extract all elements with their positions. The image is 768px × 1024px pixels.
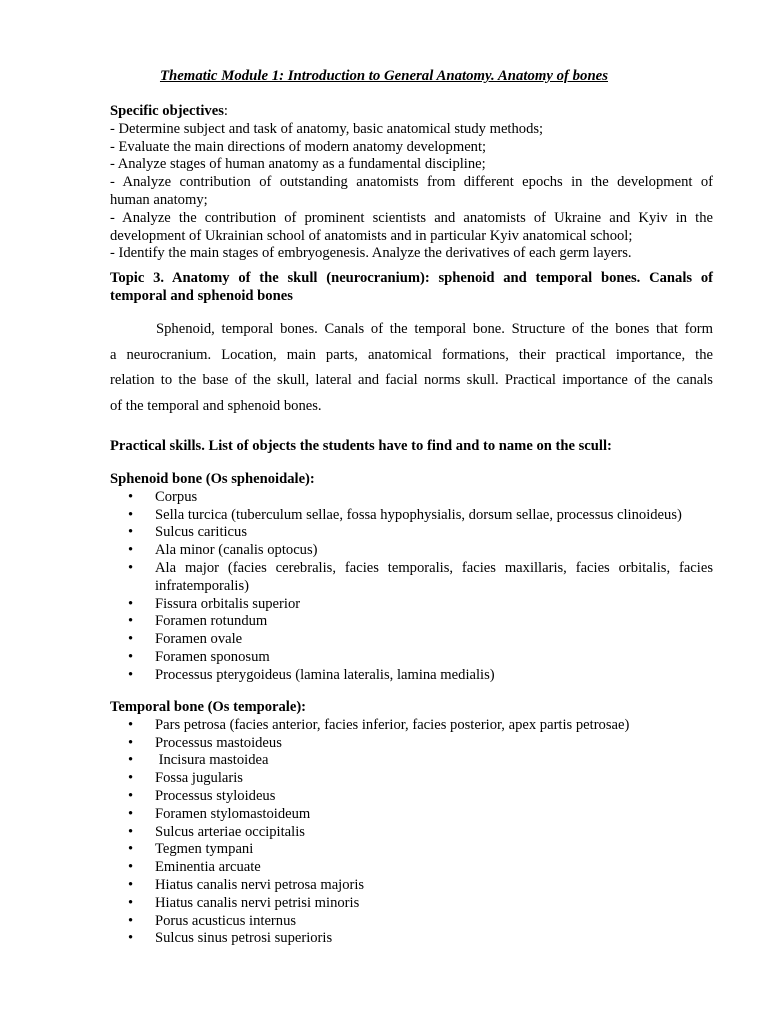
objectives-heading-line [110,103,713,121]
list-item: • Processus pterygoideus (lamina lateralis, lamina medialis) [110,667,713,685]
objective-item: - Identify the main stages of embryogenesis. Analyze the derivatives of each germ layers. [110,245,632,262]
list-item: • Incisura mastoidea [110,752,713,770]
list-item: • Sella turcica (tuberculum sellae, fossa hypophysialis, dorsum sellae, processus clinoideus) [110,507,713,525]
sphenoid-list [110,489,713,685]
list-item: • Fissura orbitalis superior [110,596,713,614]
topic-heading [110,270,713,306]
list-item: • Porus acusticus internus [110,913,713,931]
list-item: • Ala minor (canalis optocus) [110,542,713,560]
list-item: • Sulcus sinus petrosi superioris [110,930,713,948]
topic-line: temporal and sphenoid bones [110,287,293,304]
objective-item: - Determine subject and task of anatomy, basic anatomical study methods; [110,120,544,137]
sphenoid-section [110,471,713,685]
objective-item: development of Ukrainian school of anatomists and in particular Kyiv anatomical school; [110,227,633,244]
list-item: • Sulcus cariticus [110,524,713,542]
module-title: Thematic Module 1: Introduction to General Anatomy. Anatomy of bones [159,68,609,84]
description-line: relation to the base of the skull, lateral and facial norms skull. Practical importance of the canals [110,372,713,389]
list-item: • Tegmen tympani [110,841,713,859]
list-item: • Corpus [110,489,713,507]
objective-item: - Analyze the contribution of prominent scientists and anatomists of Ukraine and Kyiv in the [110,209,713,226]
list-item: • Eminentia arcuate [110,859,713,877]
list-item: • Pars petrosa (facies anterior, facies inferior, facies posterior, apex partis petrosae) [110,717,713,735]
description-line: Sphenoid, temporal bones. Canals of the temporal bone. Structure of the bones that form [156,321,713,337]
topic-line: Topic 3. Anatomy of the skull (neurocranium): sphenoid and temporal bones. Canals of [110,270,713,286]
objective-item: - Analyze contribution of outstanding anatomists from different epochs in the development of [110,174,713,191]
description-line: of the temporal and sphenoid bones. [110,397,322,414]
practical-skills-heading: Practical skills. List of objects the students have to find and to name on the scull: [110,438,612,454]
list-item: • Processus styloideus [110,788,713,806]
list-item: • Ala major (facies cerebralis, facies temporalis, facies maxillaris, facies orbitalis, facies [110,560,713,578]
list-item: • Processus mastoideus [110,735,713,753]
list-item: • Foramen rotundum [110,613,713,631]
list-item: • Foramen ovale [110,631,713,649]
list-item: • Foramen stylomastoideum [110,806,713,824]
list-item: • Hiatus canalis nervi petrisi minoris [110,895,713,913]
objective-item: - Analyze stages of human anatomy as a fundamental discipline; [110,156,486,173]
list-item: • Sulcus arteriae occipitalis [110,824,713,842]
topic-description [110,317,713,419]
objectives-section [110,103,713,263]
objective-item: human anatomy; [110,191,208,208]
list-item: • Foramen sponosum [110,649,713,667]
description-line: a neurocranium. Location, main parts, anatomical formations, their practical importance, the [110,346,713,363]
sphenoid-heading: Sphenoid bone (Os sphenoidale): [110,471,315,487]
objectives-colon: : [223,103,228,119]
temporal-heading: Temporal bone (Os temporale): [110,699,307,715]
objective-item: - Evaluate the main directions of modern anatomy development; [110,138,487,155]
objectives-heading: Specific objectives [110,103,224,119]
list-item: • Hiatus canalis nervi petrosa majoris [110,877,713,895]
temporal-list [110,717,713,948]
temporal-section [110,699,713,948]
list-item: • Fossa jugularis [110,770,713,788]
list-item-continuation: infratemporalis) [155,577,250,594]
